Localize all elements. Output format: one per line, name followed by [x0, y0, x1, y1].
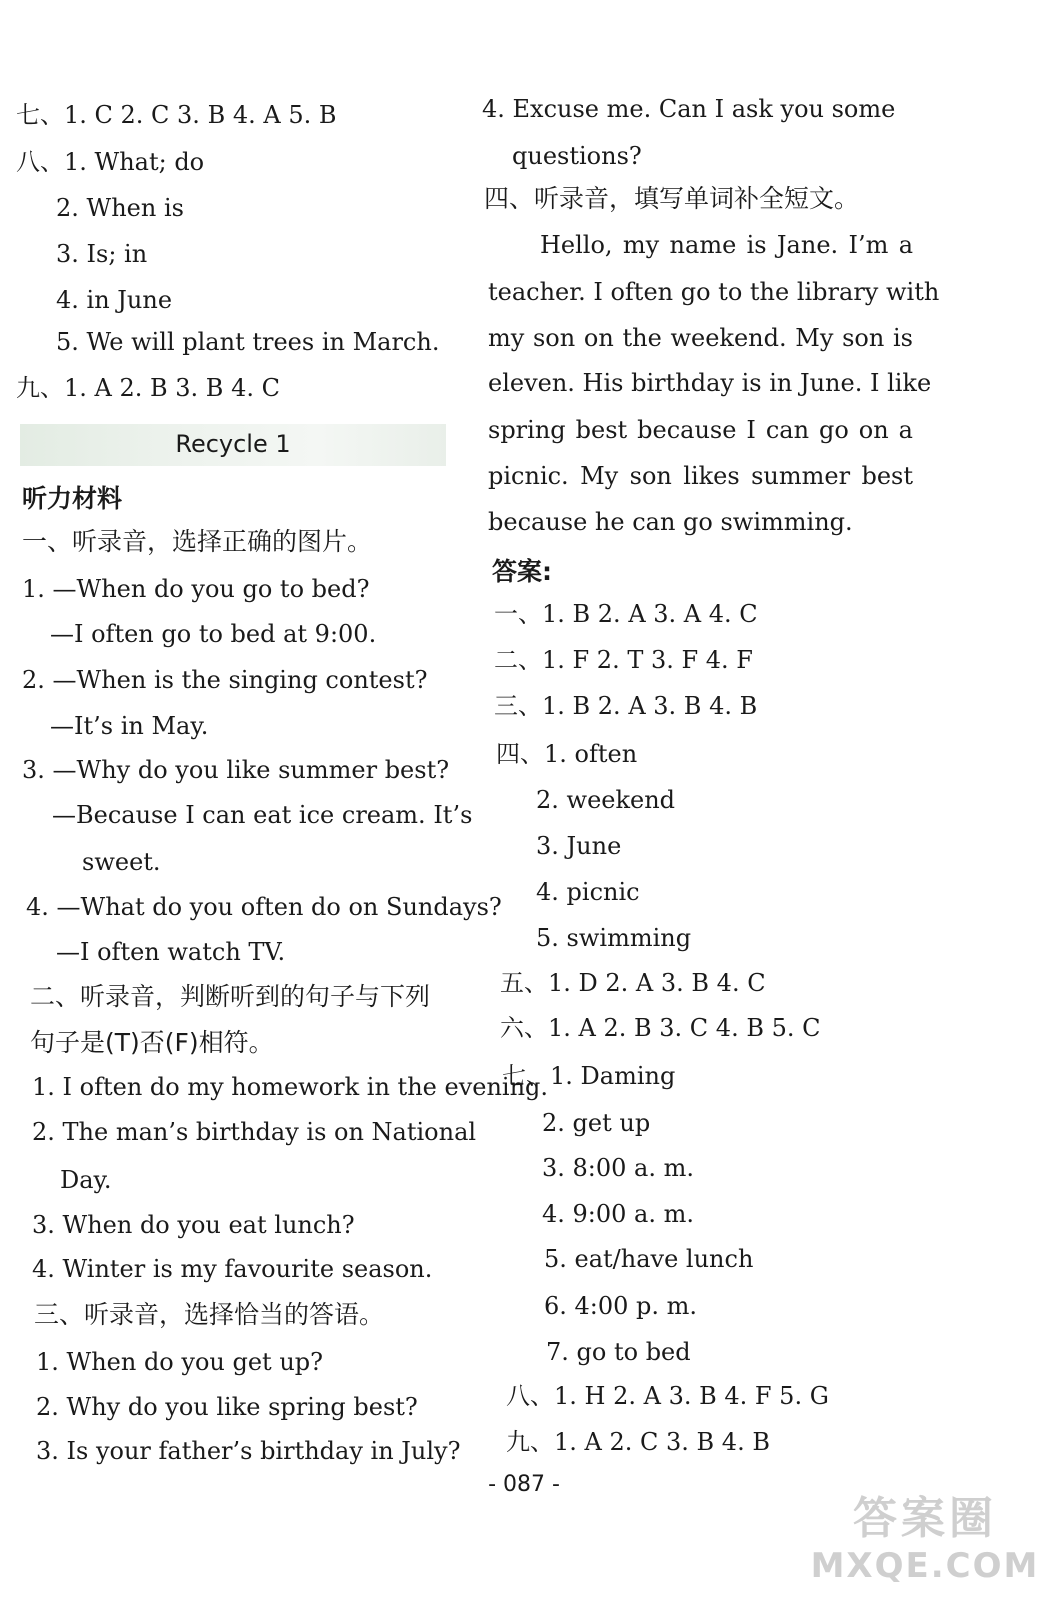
passage-line: because he can go swimming.: [488, 508, 853, 536]
answer-line-6: 六、1. A 2. B 3. C 4. B 5. C: [500, 1014, 821, 1042]
listening-line: 3. When do you eat lunch?: [32, 1211, 355, 1239]
listening-part-1-heading: 一、听录音，选择正确的图片。: [22, 527, 373, 556]
answer-line-8-3: 3. Is; in: [56, 240, 148, 268]
listening-line: 4. —What do you often do on Sundays?: [26, 893, 502, 921]
answer-line-7-2: 2. get up: [542, 1109, 651, 1137]
listening-line: —It’s in May.: [50, 712, 209, 740]
answers-heading: 答案:: [492, 557, 552, 586]
section-title: Recycle 1: [175, 430, 291, 458]
answer-line-4: 四、1. often: [496, 740, 638, 768]
watermark-logo-text: 答案圈: [853, 1493, 997, 1544]
answer-line-7-4: 4. 9:00 a. m.: [542, 1200, 695, 1228]
listening-part-2-heading: 二、听录音，判断听到的句子与下列: [30, 982, 431, 1011]
answer-line-7: 七、1. C 2. C 3. B 4. A 5. B: [16, 101, 337, 129]
listening-part-2-heading-cont: 句子是(T)否(F)相符。: [30, 1028, 274, 1057]
passage-line: Hello, my name is Jane. I’m a: [540, 231, 913, 259]
answer-line-3: 三、1. B 2. A 3. B 4. B: [494, 692, 758, 720]
listening-line: 2. Why do you like spring best?: [36, 1393, 418, 1421]
listening-heading: 听力材料: [22, 484, 123, 513]
answer-line-7-5: 5. eat/have lunch: [544, 1245, 754, 1273]
answer-line-7: 七、1. Daming: [502, 1062, 676, 1090]
answer-line-9: 九、1. A 2. C 3. B 4. B: [506, 1428, 770, 1456]
listening-line: 1. When do you get up?: [36, 1348, 324, 1376]
listening-part-3-heading: 三、听录音，选择恰当的答语。: [34, 1300, 385, 1329]
listening-line: 4. Winter is my favourite season.: [32, 1255, 433, 1283]
listening-line: 2. The man’s birthday is on National: [32, 1118, 477, 1146]
answer-line-9: 九、1. A 2. B 3. B 4. C: [16, 374, 280, 402]
listening-line: —Because I can eat ice cream. It’s: [52, 801, 473, 829]
answer-line-8-5: 5. We will plant trees in March.: [56, 328, 440, 356]
passage-line: eleven. His birthday is in June. I like: [488, 369, 932, 397]
answer-line-1: 一、1. B 2. A 3. A 4. C: [494, 600, 758, 628]
page-number: - 087 -: [488, 1472, 560, 1497]
listening-line: 1. I often do my homework in the evening.: [32, 1073, 549, 1101]
answer-line-8: 八、1. What; do: [16, 148, 205, 176]
site-watermark: [810, 1492, 1040, 1592]
listening-line: 4. Excuse me. Can I ask you some: [482, 95, 896, 123]
listening-line: 2. —When is the singing contest?: [22, 666, 428, 694]
listening-line: sweet.: [82, 848, 161, 876]
answer-line-8-2: 2. When is: [56, 194, 184, 222]
section-banner: [20, 424, 446, 466]
listening-line: —I often go to bed at 9:00.: [50, 620, 377, 648]
listening-part-4-heading: 四、听录音，填写单词补全短文。: [484, 184, 860, 213]
answer-line-4-5: 5. swimming: [536, 924, 692, 952]
listening-line: 3. Is your father’s birthday in July?: [36, 1437, 461, 1465]
watermark-domain: MXQE.COM: [810, 1546, 1040, 1586]
answer-line-8: 八、1. H 2. A 3. B 4. F 5. G: [506, 1382, 829, 1410]
passage-line: teacher. I often go to the library with: [488, 278, 940, 306]
passage-line: spring best because I can go on a: [488, 416, 913, 444]
listening-line: —I often watch TV.: [56, 938, 286, 966]
listening-line: questions?: [512, 142, 642, 170]
listening-line: Day.: [60, 1166, 112, 1194]
answer-line-4-3: 3. June: [536, 832, 622, 860]
passage-line: picnic. My son likes summer best: [488, 462, 913, 490]
listening-line: 1. —When do you go to bed?: [22, 575, 370, 603]
answer-line-8-4: 4. in June: [56, 286, 173, 314]
answer-line-4-2: 2. weekend: [536, 786, 676, 814]
answer-line-4-4: 4. picnic: [536, 878, 640, 906]
answer-line-5: 五、1. D 2. A 3. B 4. C: [500, 969, 766, 997]
passage-line: my son on the weekend. My son is: [488, 324, 913, 352]
answer-line-7-6: 6. 4:00 p. m.: [544, 1292, 698, 1320]
answer-line-2: 二、1. F 2. T 3. F 4. F: [494, 646, 753, 674]
listening-line: 3. —Why do you like summer best?: [22, 756, 450, 784]
answer-line-7-3: 3. 8:00 a. m.: [542, 1154, 695, 1182]
answer-line-7-7: 7. go to bed: [546, 1338, 691, 1366]
